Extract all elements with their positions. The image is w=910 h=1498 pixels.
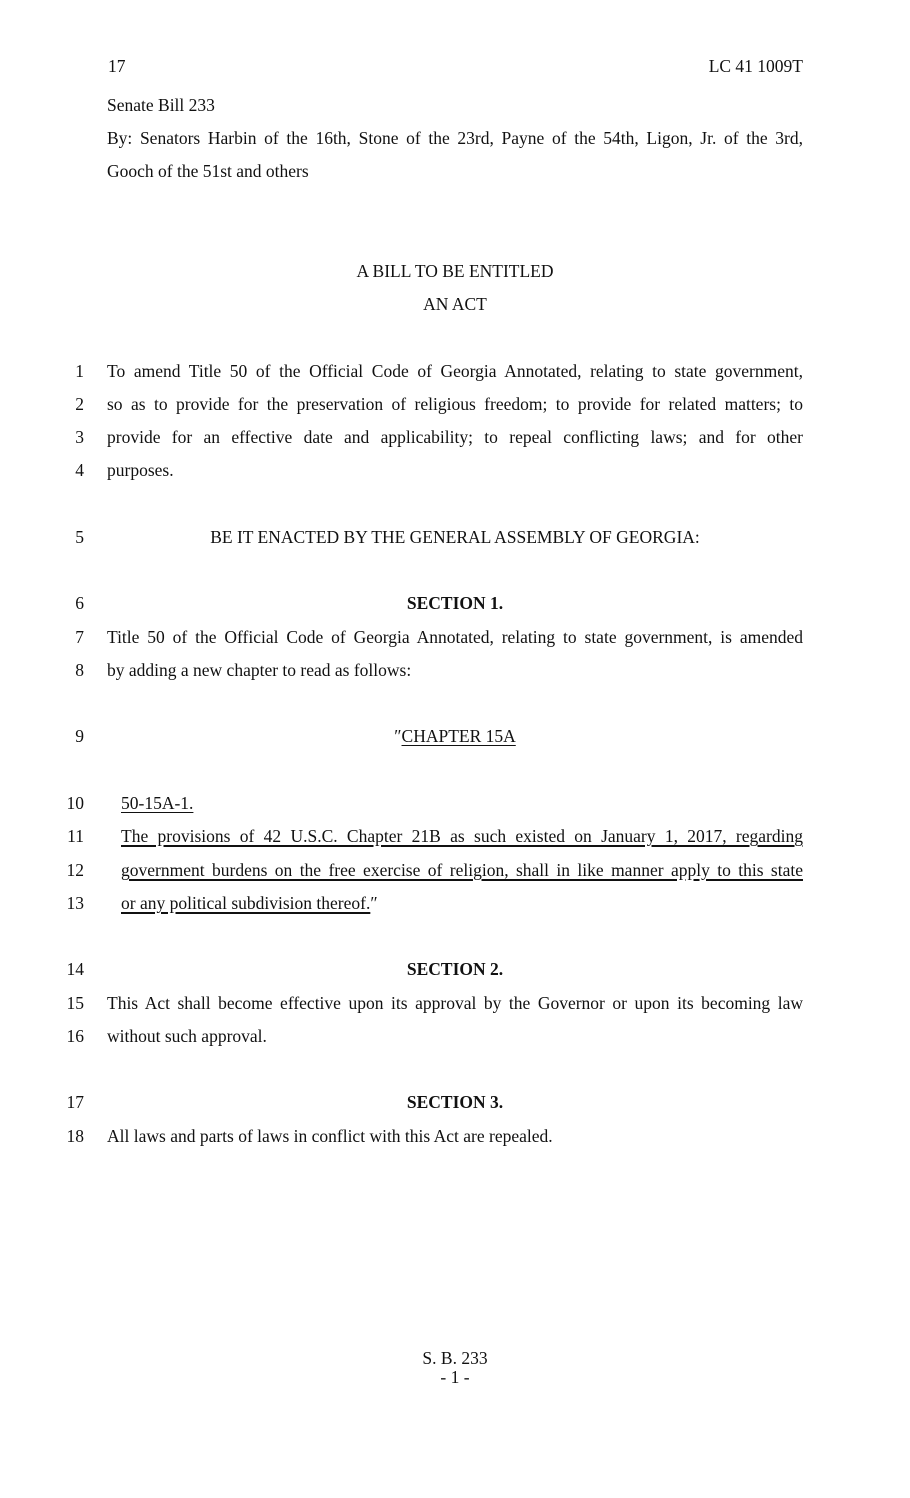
section-3-heading: SECTION 3. (406, 1092, 504, 1112)
bill-title-line-2: AN ACT (423, 294, 487, 314)
bill-title-line-1: A BILL TO BE ENTITLED (356, 261, 554, 281)
line-number: 17 (66, 1092, 84, 1112)
footer-page-number: - 1 - (440, 1367, 470, 1387)
line-text: To amend Title 50 of the Official Code of Georgia Annotated, relating to state government, (107, 361, 803, 381)
section-2-heading: SECTION 2. (406, 959, 504, 979)
line-text: provide for an effective date and applicability; to repeal conflicting laws; and for other (107, 427, 803, 447)
line-number: 10 (66, 793, 84, 813)
line-number: 5 (75, 527, 84, 547)
close-quote: ″ (370, 893, 378, 913)
sponsors-line-2: Gooch of the 51st and others (107, 161, 309, 181)
line-number: 8 (75, 660, 84, 680)
line-text: The provisions of 42 U.S.C. Chapter 21B as such existed on January 1, 2017, regarding (121, 826, 803, 846)
line-number: 4 (75, 460, 84, 480)
bill-name: Senate Bill 233 (107, 95, 215, 115)
line-number: 1 (75, 361, 84, 381)
footer-bill-ref: S. B. 233 (422, 1348, 488, 1368)
line-number: 18 (66, 1126, 84, 1146)
enacting-clause: BE IT ENACTED BY THE GENERAL ASSEMBLY OF GEORGIA: (210, 527, 700, 547)
open-quote: ″ (394, 726, 402, 746)
line-text: by adding a new chapter to read as follows: (107, 660, 412, 680)
lc-number: LC 41 1009T (708, 56, 803, 76)
line-number: 11 (67, 826, 84, 846)
line-number: 15 (66, 993, 84, 1013)
line-text: government burdens on the free exercise of religion, shall in like manner apply to this state (121, 860, 803, 880)
line-number: 3 (75, 427, 84, 447)
line-number: 9 (75, 726, 84, 746)
line-text: or any political subdivision thereof.″ (121, 893, 378, 913)
chapter-heading (107, 728, 803, 746)
line-number: 7 (75, 627, 84, 647)
line-number: 12 (66, 860, 84, 880)
line-number: 6 (75, 593, 84, 613)
line-text: purposes. (107, 460, 174, 480)
line-text: so as to provide for the preservation of religious freedom; to provide for related matters; to (107, 394, 803, 414)
line-text: This Act shall become effective upon its approval by the Governor or upon its becoming law (107, 993, 803, 1013)
sponsors-line-1: By: Senators Harbin of the 16th, Stone of the 23rd, Payne of the 54th, Ligon, Jr. of the 3rd, (107, 128, 803, 148)
line-number: 16 (66, 1026, 84, 1046)
line-text: Title 50 of the Official Code of Georgia Annotated, relating to state government, is amended (107, 627, 803, 647)
line-number: 14 (66, 959, 84, 979)
section-1-heading: SECTION 1. (406, 593, 504, 613)
chapter-title: CHAPTER 15A (401, 726, 516, 746)
line-text: All laws and parts of laws in conflict with this Act are repealed. (107, 1126, 553, 1146)
line-number: 2 (75, 394, 84, 414)
page-ref: 17 (108, 56, 126, 76)
code-section-number: 50-15A-1. (121, 793, 194, 813)
line-number: 13 (66, 893, 84, 913)
line-text: without such approval. (107, 1026, 267, 1046)
